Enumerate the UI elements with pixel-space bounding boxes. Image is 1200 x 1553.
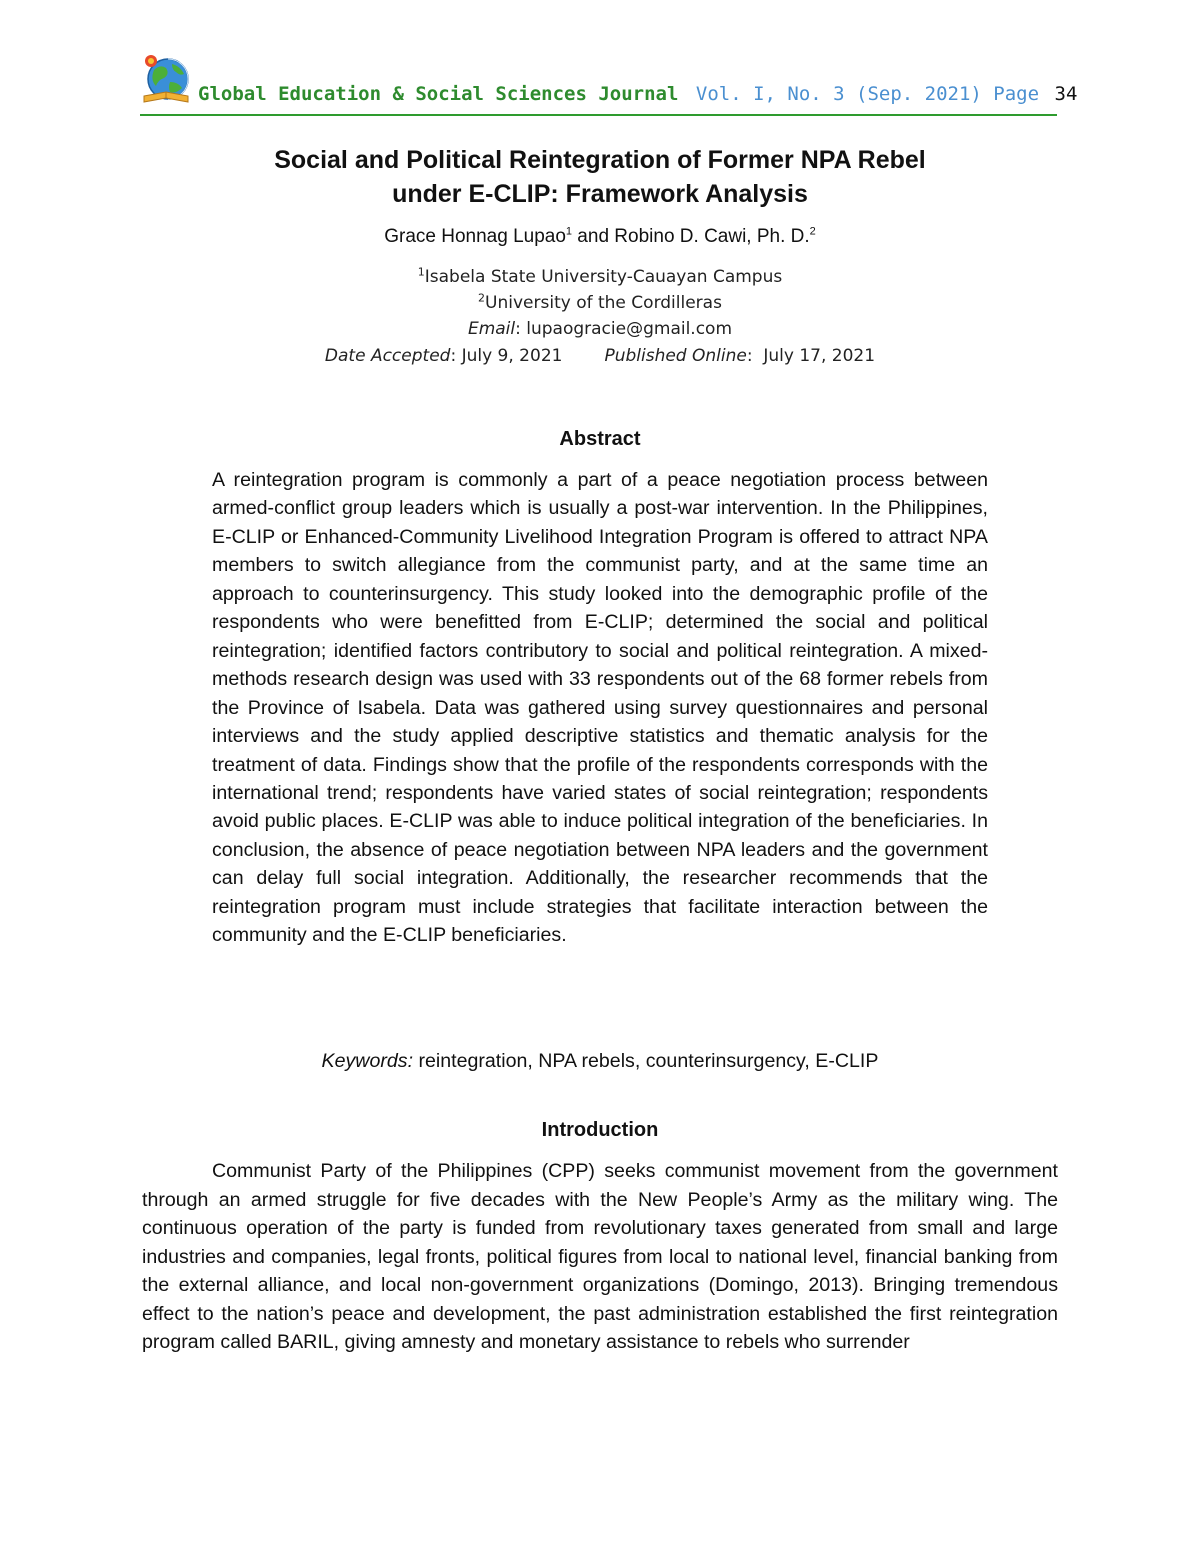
abstract-text: A reintegration program is commonly a part of a peace negotiation process between armed-conflict group leaders which is usually a post-war intervention. In the Philippines, E-CLIP or Enhanced-Community Livelihood Integration Program is offered to attract NPA members to switch allegiance from the communist party, and at the same time an approach to counterinsurgency. This study looked into the demographic profile of the respondents who were benefitted from E-CLIP; determined the social and political reintegration; identified factors contributory to social and political reintegration. A mixed-methods research design was used with 33 respondents out of the 68 former rebels from the Province of Isabela. Data was gathered using survey questionnaires and personal interviews and the study applied descriptive statistics and thematic analysis for the treatment of data. Findings show that the profile of the respondents corresponds with the international trend; respondents have varied states of social reintegration; respondents avoid public places. E-CLIP was able to induce political integration of the beneficiaries. In conclusion, the absence of peace negotiation between NPA leaders and the government can delay full social integration. Additionally, the researcher recommends that the reintegration program must include strategies that facilitate interaction between the community and the E-CLIP beneficiaries. <box>212 469 988 947</box>
author-1: Grace Honnag Lupao <box>384 226 566 247</box>
published-label: Published Online <box>604 346 747 366</box>
article-title <box>150 143 1050 211</box>
date-accepted-value: : July 9, 2021 <box>450 346 563 366</box>
author-1-sup: 1 <box>565 225 573 238</box>
email-value: : lupaogracie@gmail.com <box>515 319 733 339</box>
email-label: Email <box>467 319 516 339</box>
header-divider <box>140 114 1057 116</box>
author-2: Robino D. Cawi, Ph. D. <box>614 226 810 247</box>
page-number: 34 <box>1054 83 1078 105</box>
author-list <box>150 226 1050 248</box>
email-line <box>150 319 1050 339</box>
keywords-value: reintegration, NPA rebels, counterinsurgency, E-CLIP <box>413 1050 879 1072</box>
affiliation-1-text: Isabela State University-Cauayan Campus <box>424 267 783 287</box>
date-accepted-label: Date Accepted <box>324 346 451 366</box>
affiliation-1 <box>150 267 1050 287</box>
affiliation-2-text: University of the Cordilleras <box>485 293 722 313</box>
journal-name: Global Education & Social Sciences Journal <box>198 83 679 105</box>
volume-info: Vol. I, No. 3 (Sep. 2021) Page <box>695 83 1040 105</box>
journal-header <box>198 83 1078 105</box>
title-line-1: Social and Political Reintegration of Former NPA Rebel <box>274 146 926 174</box>
keywords-label: Keywords: <box>321 1050 414 1072</box>
author-conj: and <box>572 226 615 247</box>
title-line-2: under E-CLIP: Framework Analysis <box>392 180 808 208</box>
affiliation-2 <box>150 293 1050 313</box>
dates-line <box>150 346 1050 366</box>
affiliation-1-sup: 1 <box>417 265 425 279</box>
introduction-heading: Introduction <box>541 1119 659 1141</box>
abstract-heading: Abstract <box>559 428 641 450</box>
journal-logo-icon <box>140 52 192 108</box>
affiliation-2-sup: 2 <box>478 291 486 305</box>
keywords-line <box>150 1050 1050 1073</box>
published-value: : July 17, 2021 <box>746 346 876 366</box>
author-2-sup: 2 <box>809 225 816 238</box>
introduction-text: Communist Party of the Philippines (CPP) seeks communist movement from the government through an armed struggle for five decades with the New People’s Army as the military wing. The continuous operation of the party is funded from revolutionary taxes generated from small and large industries and companies, legal fronts, political figures from local to national level, financial banking from the external alliance, and local non-government organizations (Domingo, 2013). Bringing tremendous effect to the nation’s peace and development, the past administration established the first reintegration program called BARIL, giving amnesty and monetary assistance to rebels who surrender <box>142 1160 1058 1354</box>
